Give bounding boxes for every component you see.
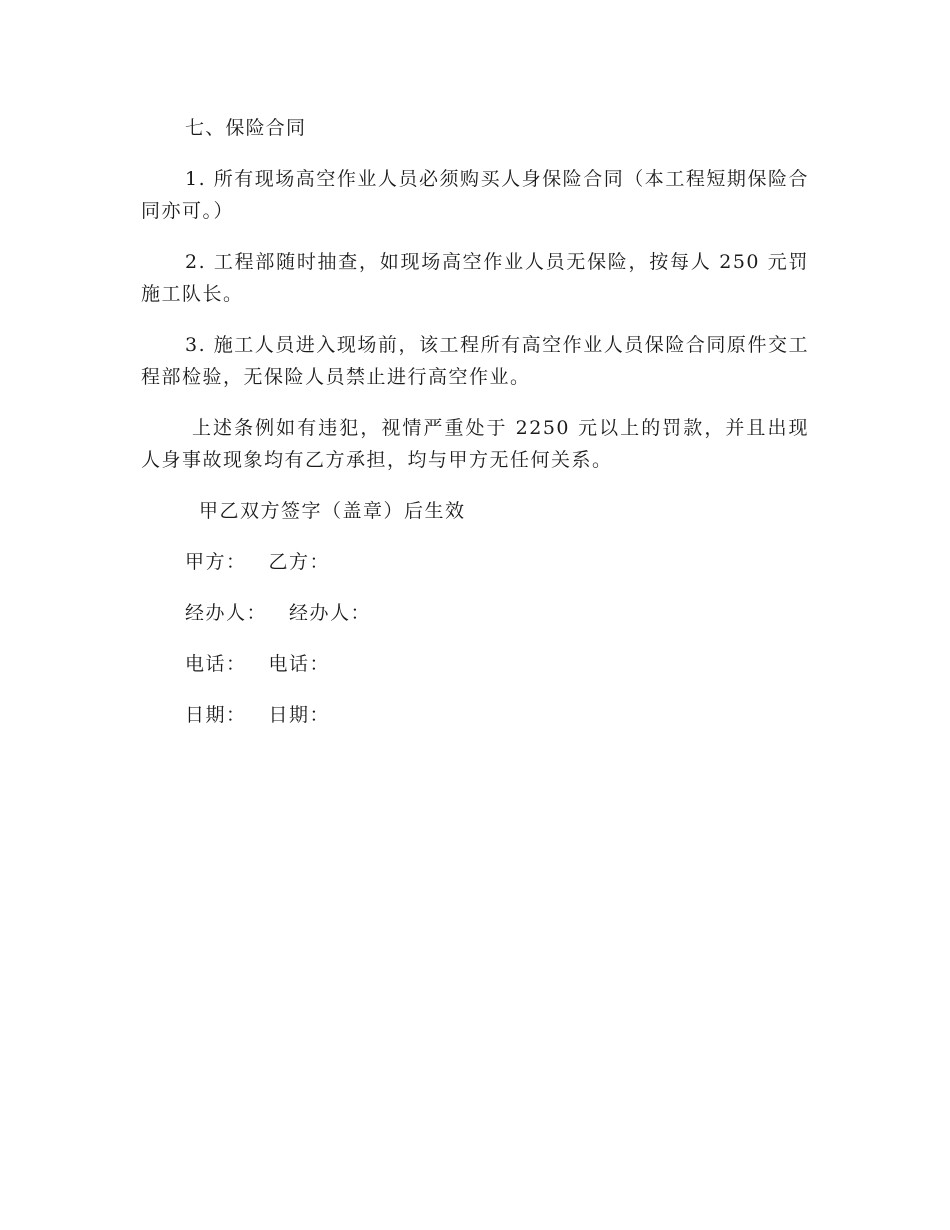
effective-note: 甲乙双方签字（盖章）后生效 bbox=[199, 500, 466, 522]
document-body bbox=[141, 112, 809, 750]
party-b-agent-label: 经办人： bbox=[289, 602, 372, 624]
clause-2: 2. 工程部随时抽查，如现场高空作业人员无保险，按每人 250 元罚施工队长。 bbox=[141, 251, 809, 305]
signature-row-agent bbox=[141, 597, 809, 629]
clause-3: 3. 施工人员进入现场前，该工程所有高空作业人员保险合同原件交工程部检验，无保险人员禁止进行高空作业。 bbox=[141, 334, 809, 388]
signature-row-phone bbox=[141, 648, 809, 680]
section-heading: 七、保险合同 bbox=[185, 117, 307, 139]
party-b-phone-label: 电话： bbox=[268, 653, 331, 675]
clause-1: 1. 所有现场高空作业人员必须购买人身保险合同（本工程短期保险合同亦可。） bbox=[141, 168, 809, 222]
party-a-label: 甲方： bbox=[185, 551, 247, 573]
party-b-label: 乙方： bbox=[268, 551, 331, 573]
penalty-note: 上述条例如有违犯，视情严重处于 2250 元以上的罚款，并且出现人身事故现象均有乙方承担，均与甲方无任何关系。 bbox=[141, 417, 809, 471]
signature-row-date bbox=[141, 699, 809, 731]
signature-row-party bbox=[141, 546, 809, 578]
party-a-agent-label: 经办人： bbox=[185, 602, 268, 624]
party-a-date-label: 日期： bbox=[185, 704, 247, 726]
party-a-phone-label: 电话： bbox=[185, 653, 247, 675]
party-b-date-label: 日期： bbox=[268, 704, 331, 726]
